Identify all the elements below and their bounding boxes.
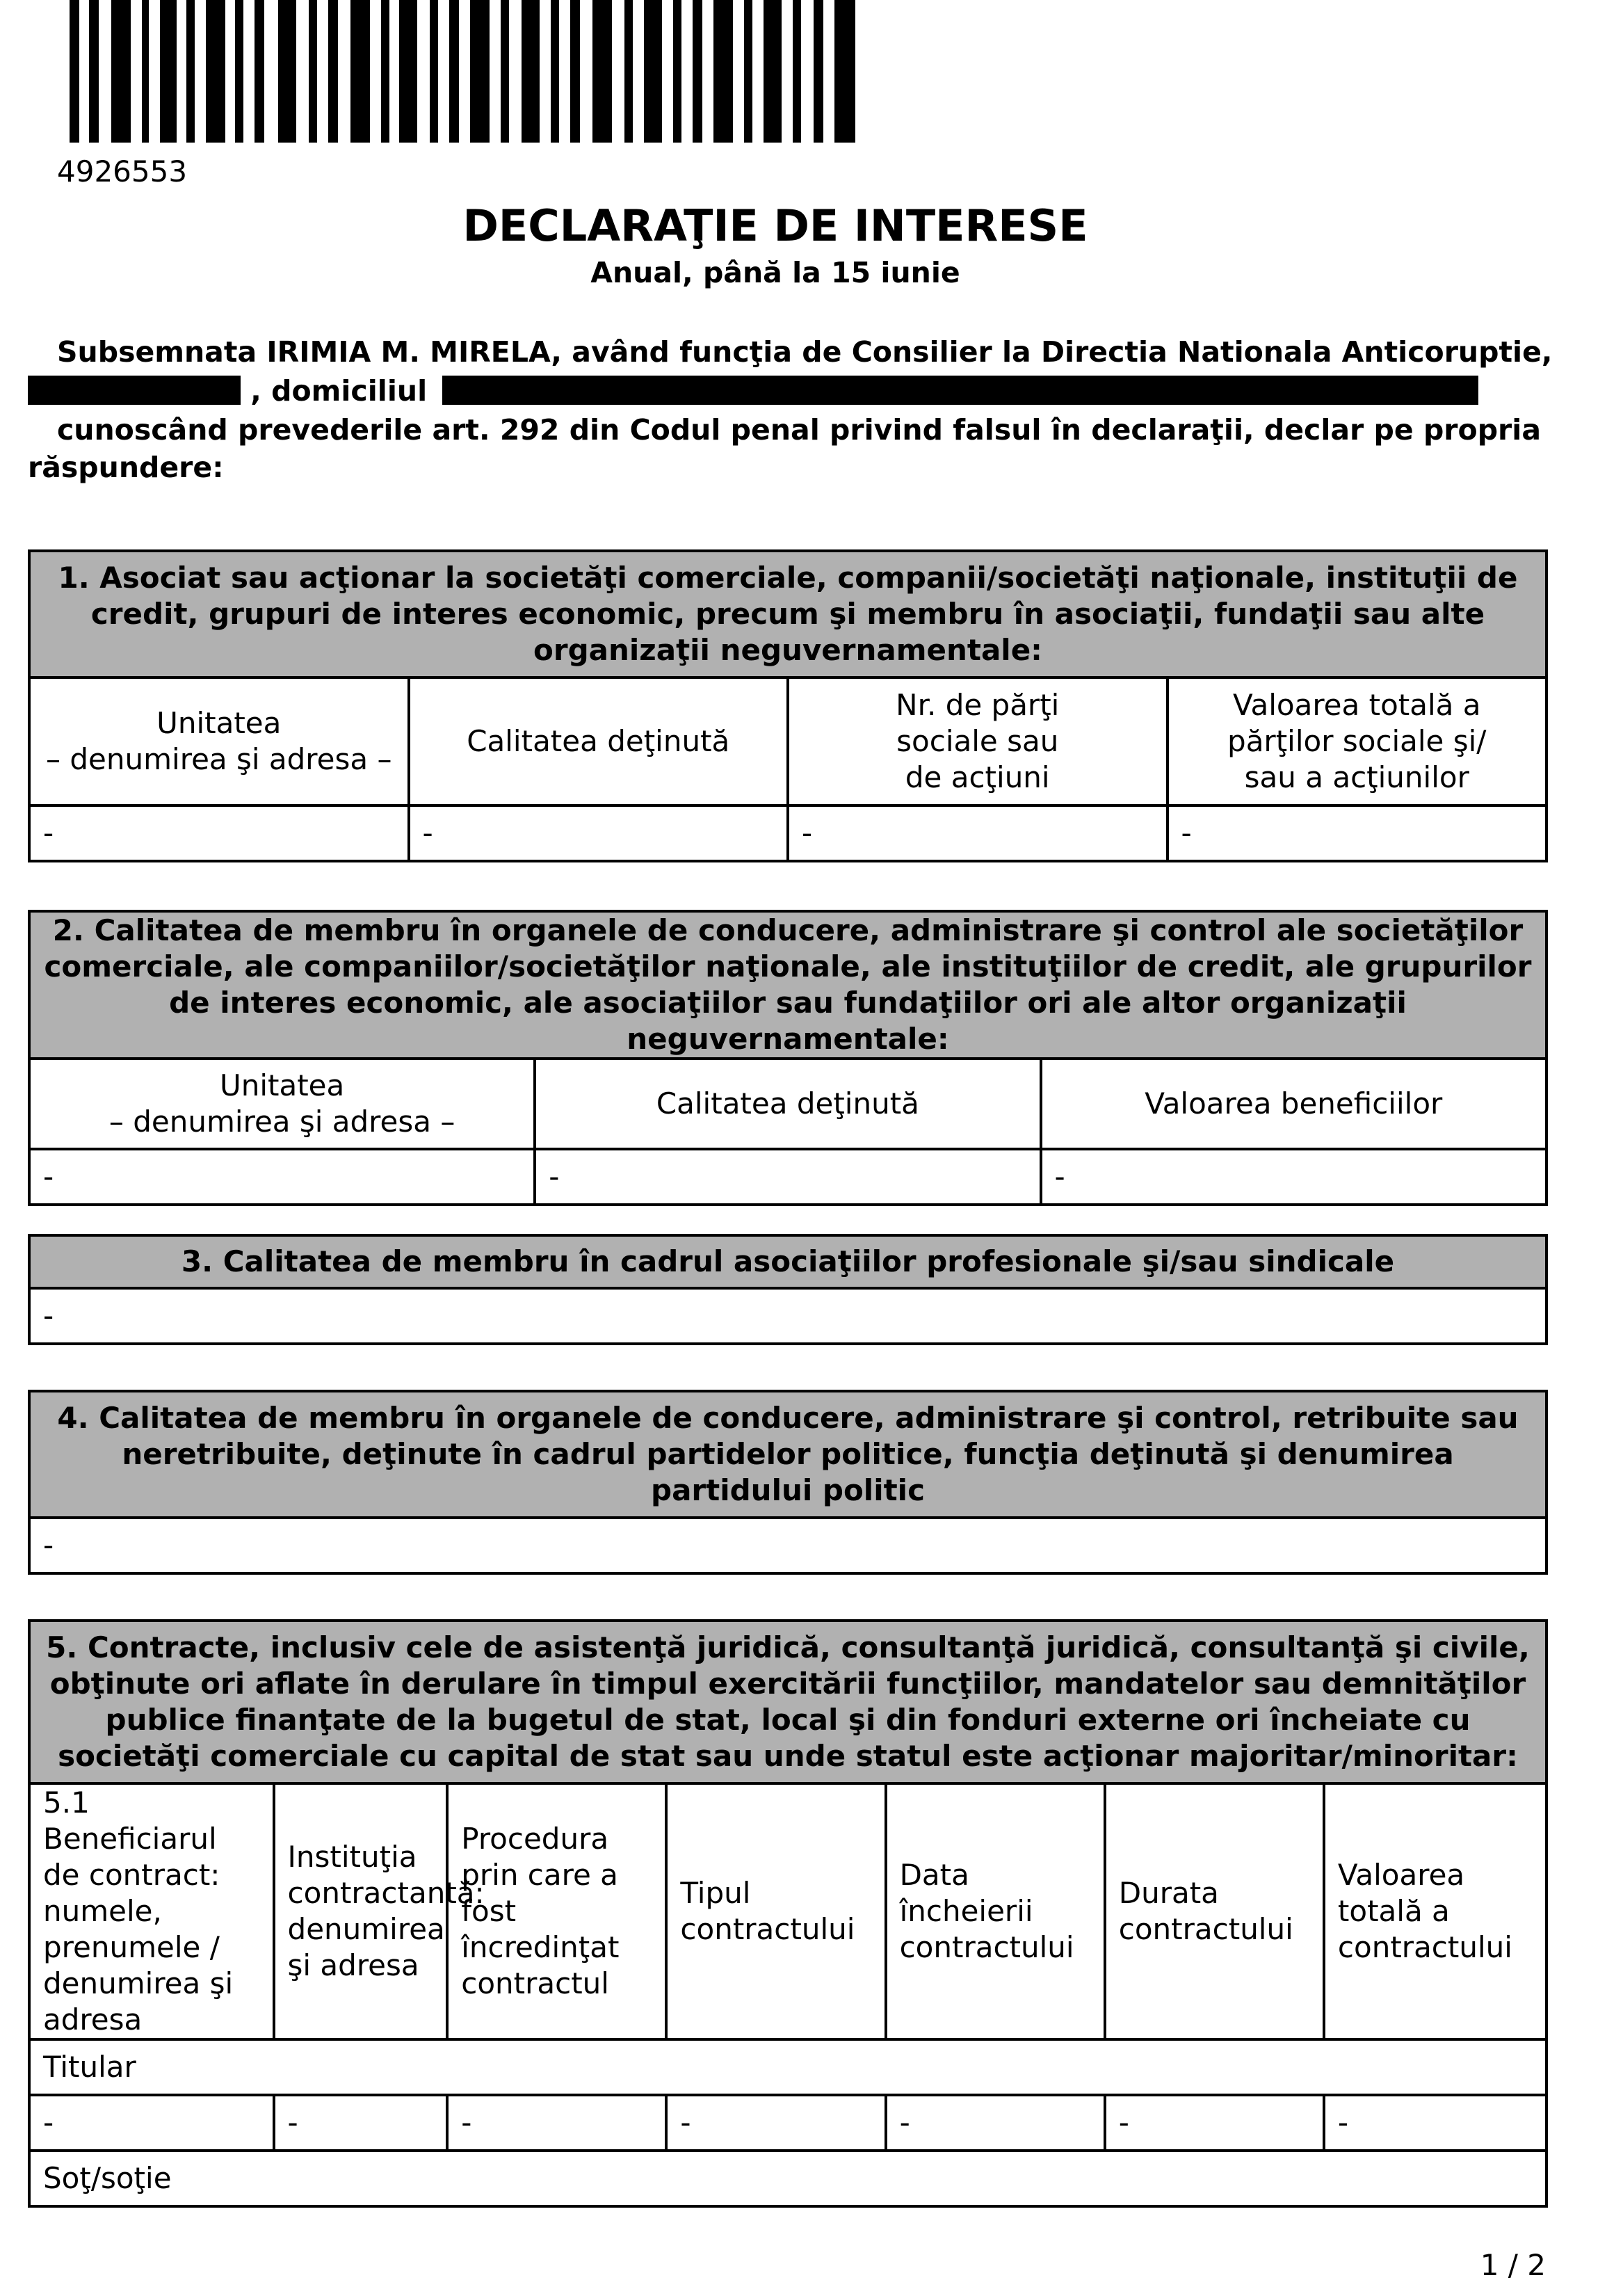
table-cell: - [666, 2095, 885, 2151]
section-5-col-procedura [447, 1783, 666, 2039]
section-5-col-institutia [274, 1783, 485, 2039]
intro-text-4: răspundere: [28, 451, 224, 484]
document-subtitle: Anual, până la 15 iunie [590, 256, 960, 289]
section-5-table [28, 1619, 1548, 2208]
document-title: DECLARAŢIE DE INTERESE [462, 200, 1088, 251]
section-3-table [28, 1234, 1548, 1345]
section-1-col-unitatea [29, 677, 409, 805]
section-1-heading: 1. Asociat sau acţionar la societăţi comerciale, companii/societăţi naţionale, instituţii de credit, grupuri de interes economic, precum şi membru în asociaţii, fundaţii sau alte organizaţii neguvernamentale: [29, 551, 1547, 677]
barcode [70, 0, 855, 143]
intro-text-1: Subsemnata IRIMIA M. MIRELA, având funcţia de Consilier la Directia Nationala Anticoruptie, [57, 335, 1553, 369]
col-text: Durata contractului [1118, 1876, 1293, 1946]
section-5-col-durata [1105, 1783, 1324, 2039]
section-2-table [28, 910, 1548, 1206]
col-text: Nr. de părţi sociale sau de acţiuni [896, 688, 1060, 794]
table-cell: - [1168, 805, 1547, 861]
table-cell: - [447, 2095, 666, 2151]
table-cell: - [409, 805, 789, 861]
intro-text-3: cunoscând prevederile art. 292 din Codul penal privind falsul în declaraţii, declar pe propria [57, 413, 1541, 447]
col-text: 5.1 Beneficiarul de contract: numele, prenumele / denumirea şi adresa [43, 1785, 234, 2037]
table-cell: - [29, 805, 409, 861]
section-3-heading: 3. Calitatea de membru în cadrul asociaţiilor profesionale şi/sau sindicale [29, 1235, 1547, 1288]
col-text: Data încheierii contractului [899, 1858, 1074, 1964]
section-1-table [28, 549, 1548, 862]
table-cell: - [29, 1149, 535, 1205]
col-text: Valoarea totală a părţilor sociale şi/ sau a acţiunilor [1227, 688, 1487, 794]
redacted-cnp [28, 376, 241, 405]
table-cell: - [886, 2095, 1105, 2151]
col-text: Unitatea – denumirea şi adresa – [108, 1068, 455, 1139]
table-row [29, 1149, 1547, 1205]
table-row [29, 1518, 1547, 1573]
table-cell: - [1105, 2095, 1324, 2151]
section-1-col-valoarea [1168, 677, 1547, 805]
col-text: Calitatea deţinută [467, 724, 730, 758]
table-row [29, 805, 1547, 861]
col-text: Valoarea beneficiilor [1145, 1086, 1443, 1121]
table-cell: - [29, 2095, 274, 2151]
col-text: Procedura prin care a fost încredinţat contractul [461, 1822, 620, 2000]
section-5-col-beneficiar [29, 1783, 274, 2039]
section-2-heading: 2. Calitatea de membru în organele de conducere, administrare şi control ale societăţilor comerciale, ale companiilor/societăţilor naţionale, ale instituţiilor de credit, ale grupurilor de interes economic, ale asociaţiilor sau fundaţiilor ori ale altor organizaţii neguvernamentale: [29, 911, 1547, 1059]
section-5-col-data [886, 1783, 1105, 2039]
col-text: Instituţia contractantă: denumirea şi adresa [287, 1840, 485, 1982]
intro-line-2 [28, 371, 1558, 410]
sot-sotie-label: Soţ/soţie [29, 2151, 1547, 2206]
section-4-heading: 4. Calitatea de membru în organele de conducere, administrare şi control, retribuite sau neretribuite, deţinute în cadrul partidelor politice, funcţia deţinută şi denumirea partidului politic [29, 1391, 1547, 1518]
section-2-col-unitatea [29, 1059, 535, 1149]
table-row [29, 1288, 1547, 1344]
table-cell: - [788, 805, 1168, 861]
col-text: Valoarea totală a contractului [1337, 1858, 1512, 1964]
table-cell: - [29, 1518, 1547, 1573]
table-cell: - [1041, 1149, 1547, 1205]
section-1-col-calitatea [409, 677, 789, 805]
intro-domiciliu: , domiciliul [250, 374, 428, 408]
table-cell: - [29, 1288, 1547, 1344]
col-text: Tipul contractului [680, 1876, 855, 1946]
titular-label: Titular [29, 2039, 1547, 2095]
table-cell: - [1324, 2095, 1547, 2151]
table-cell: - [274, 2095, 448, 2151]
section-4-table [28, 1390, 1548, 1575]
section-5-col-valoarea [1324, 1783, 1547, 2039]
table-row [29, 2095, 1547, 2151]
col-text: Calitatea deţinută [656, 1086, 919, 1121]
intro-line-3 [28, 410, 1558, 449]
section-1-col-nr-parti [788, 677, 1168, 805]
section-5-col-tipul [666, 1783, 885, 2039]
section-5-heading: 5. Contracte, inclusiv cele de asistenţă juridică, consultanţă juridică, consultanţă şi civile, obţinute ori aflate în derulare în timpul exercitării funcţiilor, mandatelor sau demnităţilor publice finanţate de la bugetul de stat, local şi din fonduri externe ori încheiate cu societăţi comerciale cu capital de stat sau unde statul este acţionar majoritar/minoritar: [29, 1621, 1547, 1783]
table-cell: - [535, 1149, 1040, 1205]
redacted-address [442, 376, 1478, 405]
document-id: 4926553 [57, 154, 188, 188]
section-2-col-calitatea [535, 1059, 1040, 1149]
col-text: Unitatea – denumirea şi adresa – [46, 706, 392, 776]
section-2-col-valoarea [1041, 1059, 1547, 1149]
intro-line-4 [28, 448, 1558, 487]
page-number: 1 / 2 [1480, 2248, 1546, 2282]
